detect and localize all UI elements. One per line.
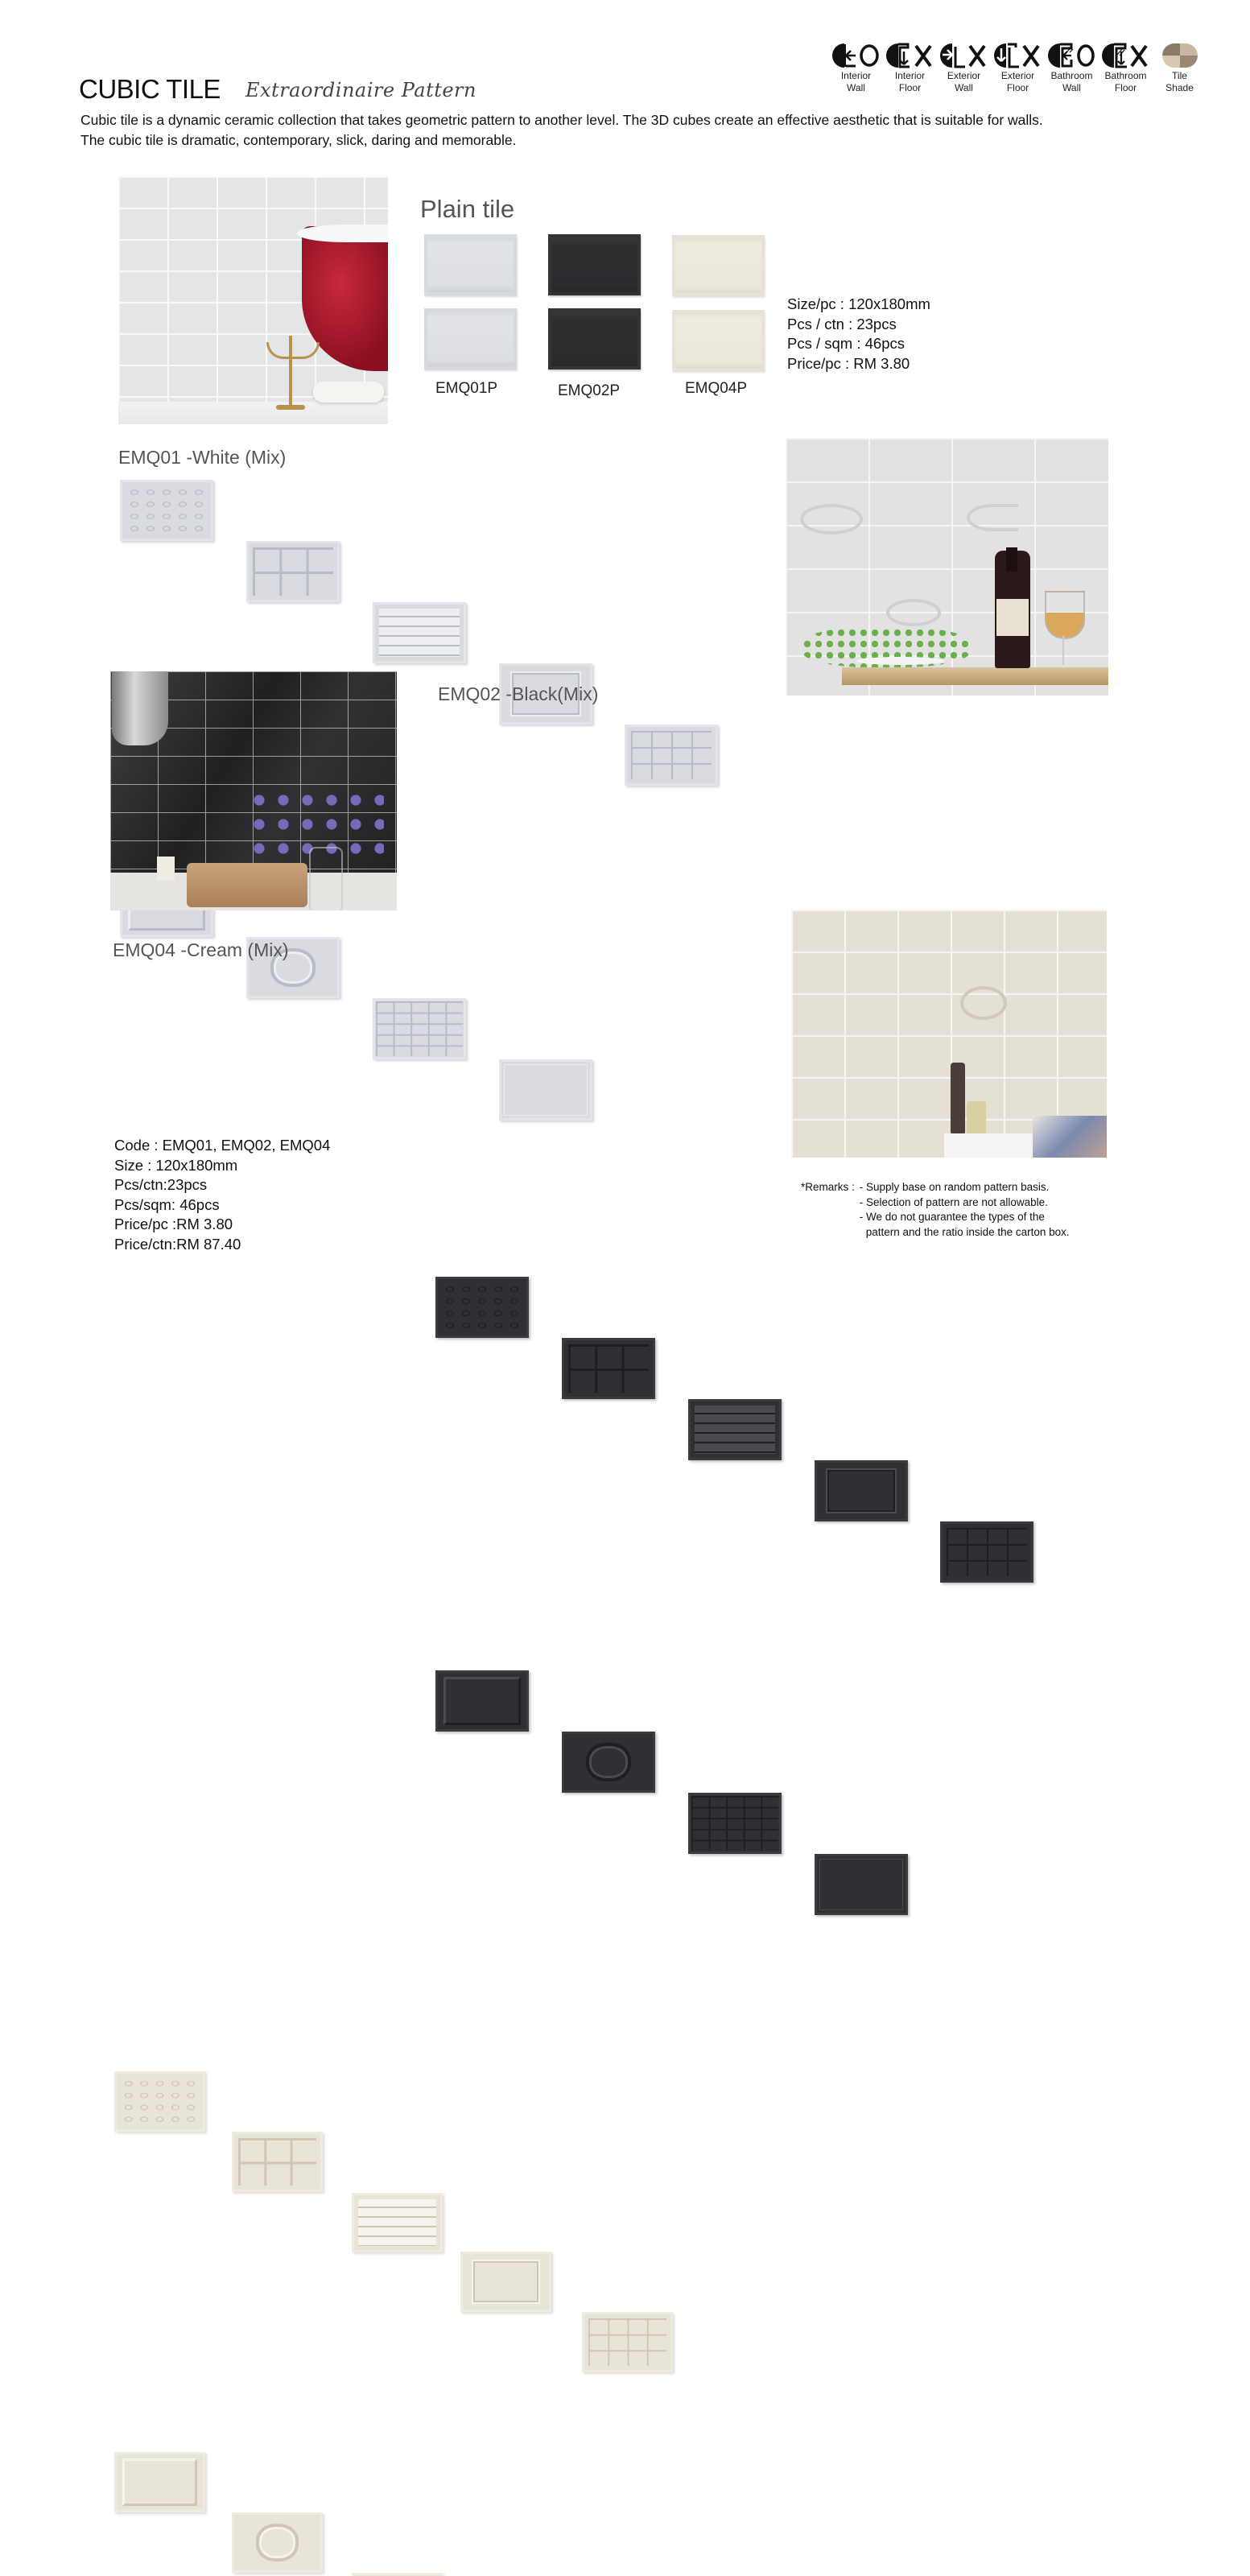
plain-tile-cream <box>672 310 765 371</box>
mix-tile-cream-grid12 <box>582 2312 673 2372</box>
mix-tile-black-grid12 <box>940 1521 1033 1583</box>
remarks-list <box>860 1180 1077 1240</box>
mix-tile-black-grid25 <box>688 1793 782 1854</box>
plain-tile-code: EMQ04P <box>685 380 748 397</box>
collection-description: Cubic tile is a dynamic ceramic collection that takes geometric pattern to another level. The 3D cubes create an effective aesthetic that is suitable for walls. The cubic tile is dramatic, contemporary, slick, daring and memorable. <box>80 112 1043 148</box>
mix-tile-black-grid6 <box>562 1338 655 1399</box>
usage-interior-wall <box>829 42 883 94</box>
spec-size: Size/pc : 120x180mm <box>787 295 930 312</box>
plain-tile-title: Plain tile <box>420 195 515 223</box>
remark-item: - Supply base on random pattern basis. <box>859 1181 1050 1193</box>
plain-tile-cream <box>672 235 765 296</box>
table <box>842 667 1108 685</box>
exterior-wall-icon <box>939 42 989 69</box>
plain-tile-white <box>424 308 517 369</box>
remarks <box>801 1180 1077 1240</box>
usage-tile-shade <box>1153 42 1207 94</box>
mix-tile-black-inset <box>435 1670 529 1732</box>
bathroom-floor-icon <box>1101 42 1151 69</box>
series-title-black: EMQ02 -Black(Mix) <box>438 683 599 704</box>
usage-label: Interior Floor <box>894 70 926 93</box>
plain-tile-black <box>548 234 641 295</box>
plain-tile-code: EMQ01P <box>435 380 498 397</box>
usage-label: Interior Wall <box>840 70 872 93</box>
vase <box>309 847 343 910</box>
spec-pcs-sqm: Pcs / sqm : 46pcs <box>787 335 905 352</box>
pendant-lamp <box>112 671 168 745</box>
series-title-white: EMQ01 -White (Mix) <box>118 447 287 468</box>
soap-dispenser <box>951 1063 965 1135</box>
mix-tile-cream-oval <box>232 2512 323 2573</box>
interior-wall-icon <box>831 42 881 69</box>
usage-bathroom-wall <box>1045 42 1099 94</box>
towels <box>313 382 384 402</box>
towels <box>187 863 307 907</box>
plain-tile-code: EMQ02P <box>558 382 621 399</box>
usage-label: Bathroom Wall <box>1050 70 1093 93</box>
photo-black-flowers <box>110 671 397 910</box>
mix-tile-black-plain <box>815 1854 908 1915</box>
spec-price: Price/pc : RM 3.80 <box>787 354 910 372</box>
mix-tile-white-dots <box>120 480 213 541</box>
tile-shade-icon <box>1155 42 1205 69</box>
mix-tile-cream-grid25 <box>352 2573 443 2576</box>
cologne-bottle <box>967 1101 986 1137</box>
plain-tile-black <box>548 308 641 369</box>
mix-tile-cream-dots <box>114 2071 205 2132</box>
spec-pcs-ctn: Pcs / ctn : 23pcs <box>787 315 897 332</box>
photo-cream-bathroom <box>791 910 1107 1158</box>
series-title-cream: EMQ04 -Cream (Mix) <box>113 939 289 960</box>
usage-interior-floor <box>883 42 937 94</box>
page-title: CUBIC TILE <box>79 74 221 104</box>
mix-tile-cream-stripes <box>352 2193 443 2252</box>
mix-tile-cream-frame <box>460 2252 551 2312</box>
usage-label: Bathroom Floor <box>1104 70 1147 93</box>
usage-label: Tile Shade <box>1165 70 1194 93</box>
mix-tile-black-stripes <box>688 1399 782 1460</box>
mix-tile-cream-inset <box>114 2452 205 2512</box>
spec-price-pc: Price/pc :RM 3.80 <box>114 1216 233 1232</box>
usage-exterior-floor <box>991 42 1045 94</box>
magazine <box>1033 1116 1107 1158</box>
plain-tile-white <box>424 234 517 295</box>
remark-item: - We do not guarantee the types of the pattern and the ratio inside the carton box. <box>859 1211 1070 1238</box>
remarks-label: *Remarks : <box>801 1181 855 1193</box>
spec-size: Size : 120x180mm <box>114 1156 238 1174</box>
usage-icons <box>829 42 1207 94</box>
mix-tile-black-dots <box>435 1277 529 1338</box>
mix-tile-white-stripes <box>373 602 466 663</box>
usage-exterior-wall <box>937 42 991 94</box>
page-subtitle: Extraordinaire Pattern <box>245 79 476 101</box>
mix-tile-white-grid12 <box>625 724 718 786</box>
wine-glass <box>1045 591 1085 639</box>
remark-item: - Selection of pattern are not allowable. <box>859 1195 1048 1208</box>
mix-tile-white-plain <box>499 1059 592 1121</box>
spec-pcs-ctn: Pcs/ctn:23pcs <box>114 1176 208 1193</box>
plain-tile-specs <box>787 295 930 374</box>
mix-tile-black-frame <box>815 1460 908 1521</box>
exterior-floor-icon <box>993 42 1043 69</box>
mix-tile-white-grid6 <box>246 541 340 602</box>
interior-floor-icon <box>885 42 935 69</box>
mix-tile-cream-grid6 <box>232 2132 323 2192</box>
photo-white-bathroom <box>118 176 388 424</box>
spec-pcs-sqm: Pcs/sqm: 46pcs <box>114 1195 220 1213</box>
spec-code: Code : EMQ01, EMQ02, EMQ04 <box>114 1137 331 1154</box>
usage-bathroom-floor <box>1099 42 1153 94</box>
mix-tile-black-oval <box>562 1732 655 1793</box>
usage-label: Exterior Wall <box>947 70 981 93</box>
bathroom-wall-icon <box>1047 42 1097 69</box>
spec-price-ctn: Price/ctn:RM 87.40 <box>114 1235 241 1253</box>
usage-label: Exterior Floor <box>1000 70 1035 93</box>
mix-specs <box>114 1136 330 1254</box>
photo-white-wine <box>786 438 1108 696</box>
mix-tile-white-grid25 <box>373 998 466 1059</box>
